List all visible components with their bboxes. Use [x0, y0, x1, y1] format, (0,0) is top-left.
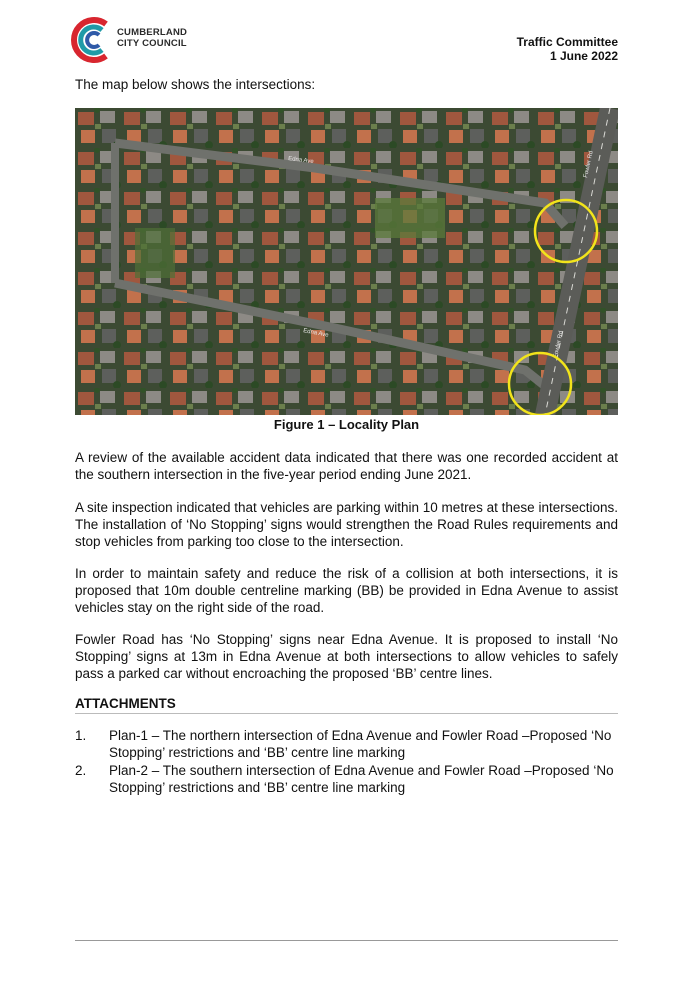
- attachment-text: Plan-1 – The northern intersection of Edna Avenue and Fowler Road –Proposed ‘No Stopping’ restrictions and ‘BB’ centre line marking: [109, 728, 612, 760]
- footer-divider: [75, 940, 618, 941]
- map-label-fowler-south: Fowler Rd: [553, 330, 565, 359]
- paragraph-no-stopping-proposal: Fowler Road has ‘No Stopping’ signs near Edna Avenue. It is proposed to install ‘No Stopping’ signs at 13m in Edna Avenue at both intersections to allow vehicles to safely pass a parked car without encroaching the proposed ‘BB’ centre lines.: [75, 632, 618, 681]
- paragraph-safety-proposal: In order to maintain safety and reduce the risk of a collision at both intersections, it is proposed that 10m double centreline marking (BB) be provided in Edna Avenue to assist vehicles stay on the right side of the road.: [75, 566, 618, 615]
- logo-line-1: CUMBERLAND: [117, 27, 188, 38]
- committee-name: Traffic Committee: [516, 35, 618, 49]
- attachments-heading: ATTACHMENTS: [75, 696, 618, 714]
- paragraph-accident-review: A review of the available accident data indicated that there was one recorded accident at the southern intersection in the five-year period ending June 2021.: [75, 450, 618, 482]
- attachment-text: Plan-2 – The southern intersection of Edna Avenue and Fowler Road –Proposed ‘No Stopping’ restrictions and ‘BB’ centre line marking: [109, 763, 614, 795]
- intro-text: The map below shows the intersections:: [75, 77, 316, 92]
- attachments-list: [75, 728, 618, 798]
- council-logo-icon: [66, 14, 118, 66]
- map-label-edna-south: Edna Ave: [302, 328, 329, 339]
- figure-caption: Figure 1 – Locality Plan: [273, 417, 420, 432]
- logo-wordmark: [117, 27, 187, 49]
- paragraph-site-inspection: A site inspection indicated that vehicles are parking within 10 metres at these intersections. The installation of ‘No Stopping’ signs would strengthen the Road Rules requirements and stop vehicles from parking too close to the intersection.: [75, 500, 618, 549]
- attachment-number: 1.: [75, 728, 87, 743]
- aerial-map-image: [75, 108, 618, 415]
- map-label-fowler-north: Fowler Rd: [583, 150, 595, 179]
- document-header: [517, 35, 618, 63]
- map-label-edna-north: Edna Ave: [287, 156, 314, 166]
- logo-line-2: CITY COUNCIL: [117, 38, 187, 49]
- attachment-item: [75, 728, 618, 761]
- locality-map: [75, 108, 618, 415]
- attachment-number: 2.: [75, 763, 87, 778]
- meeting-date: 1 June 2022: [549, 49, 618, 63]
- attachment-item: [75, 763, 618, 796]
